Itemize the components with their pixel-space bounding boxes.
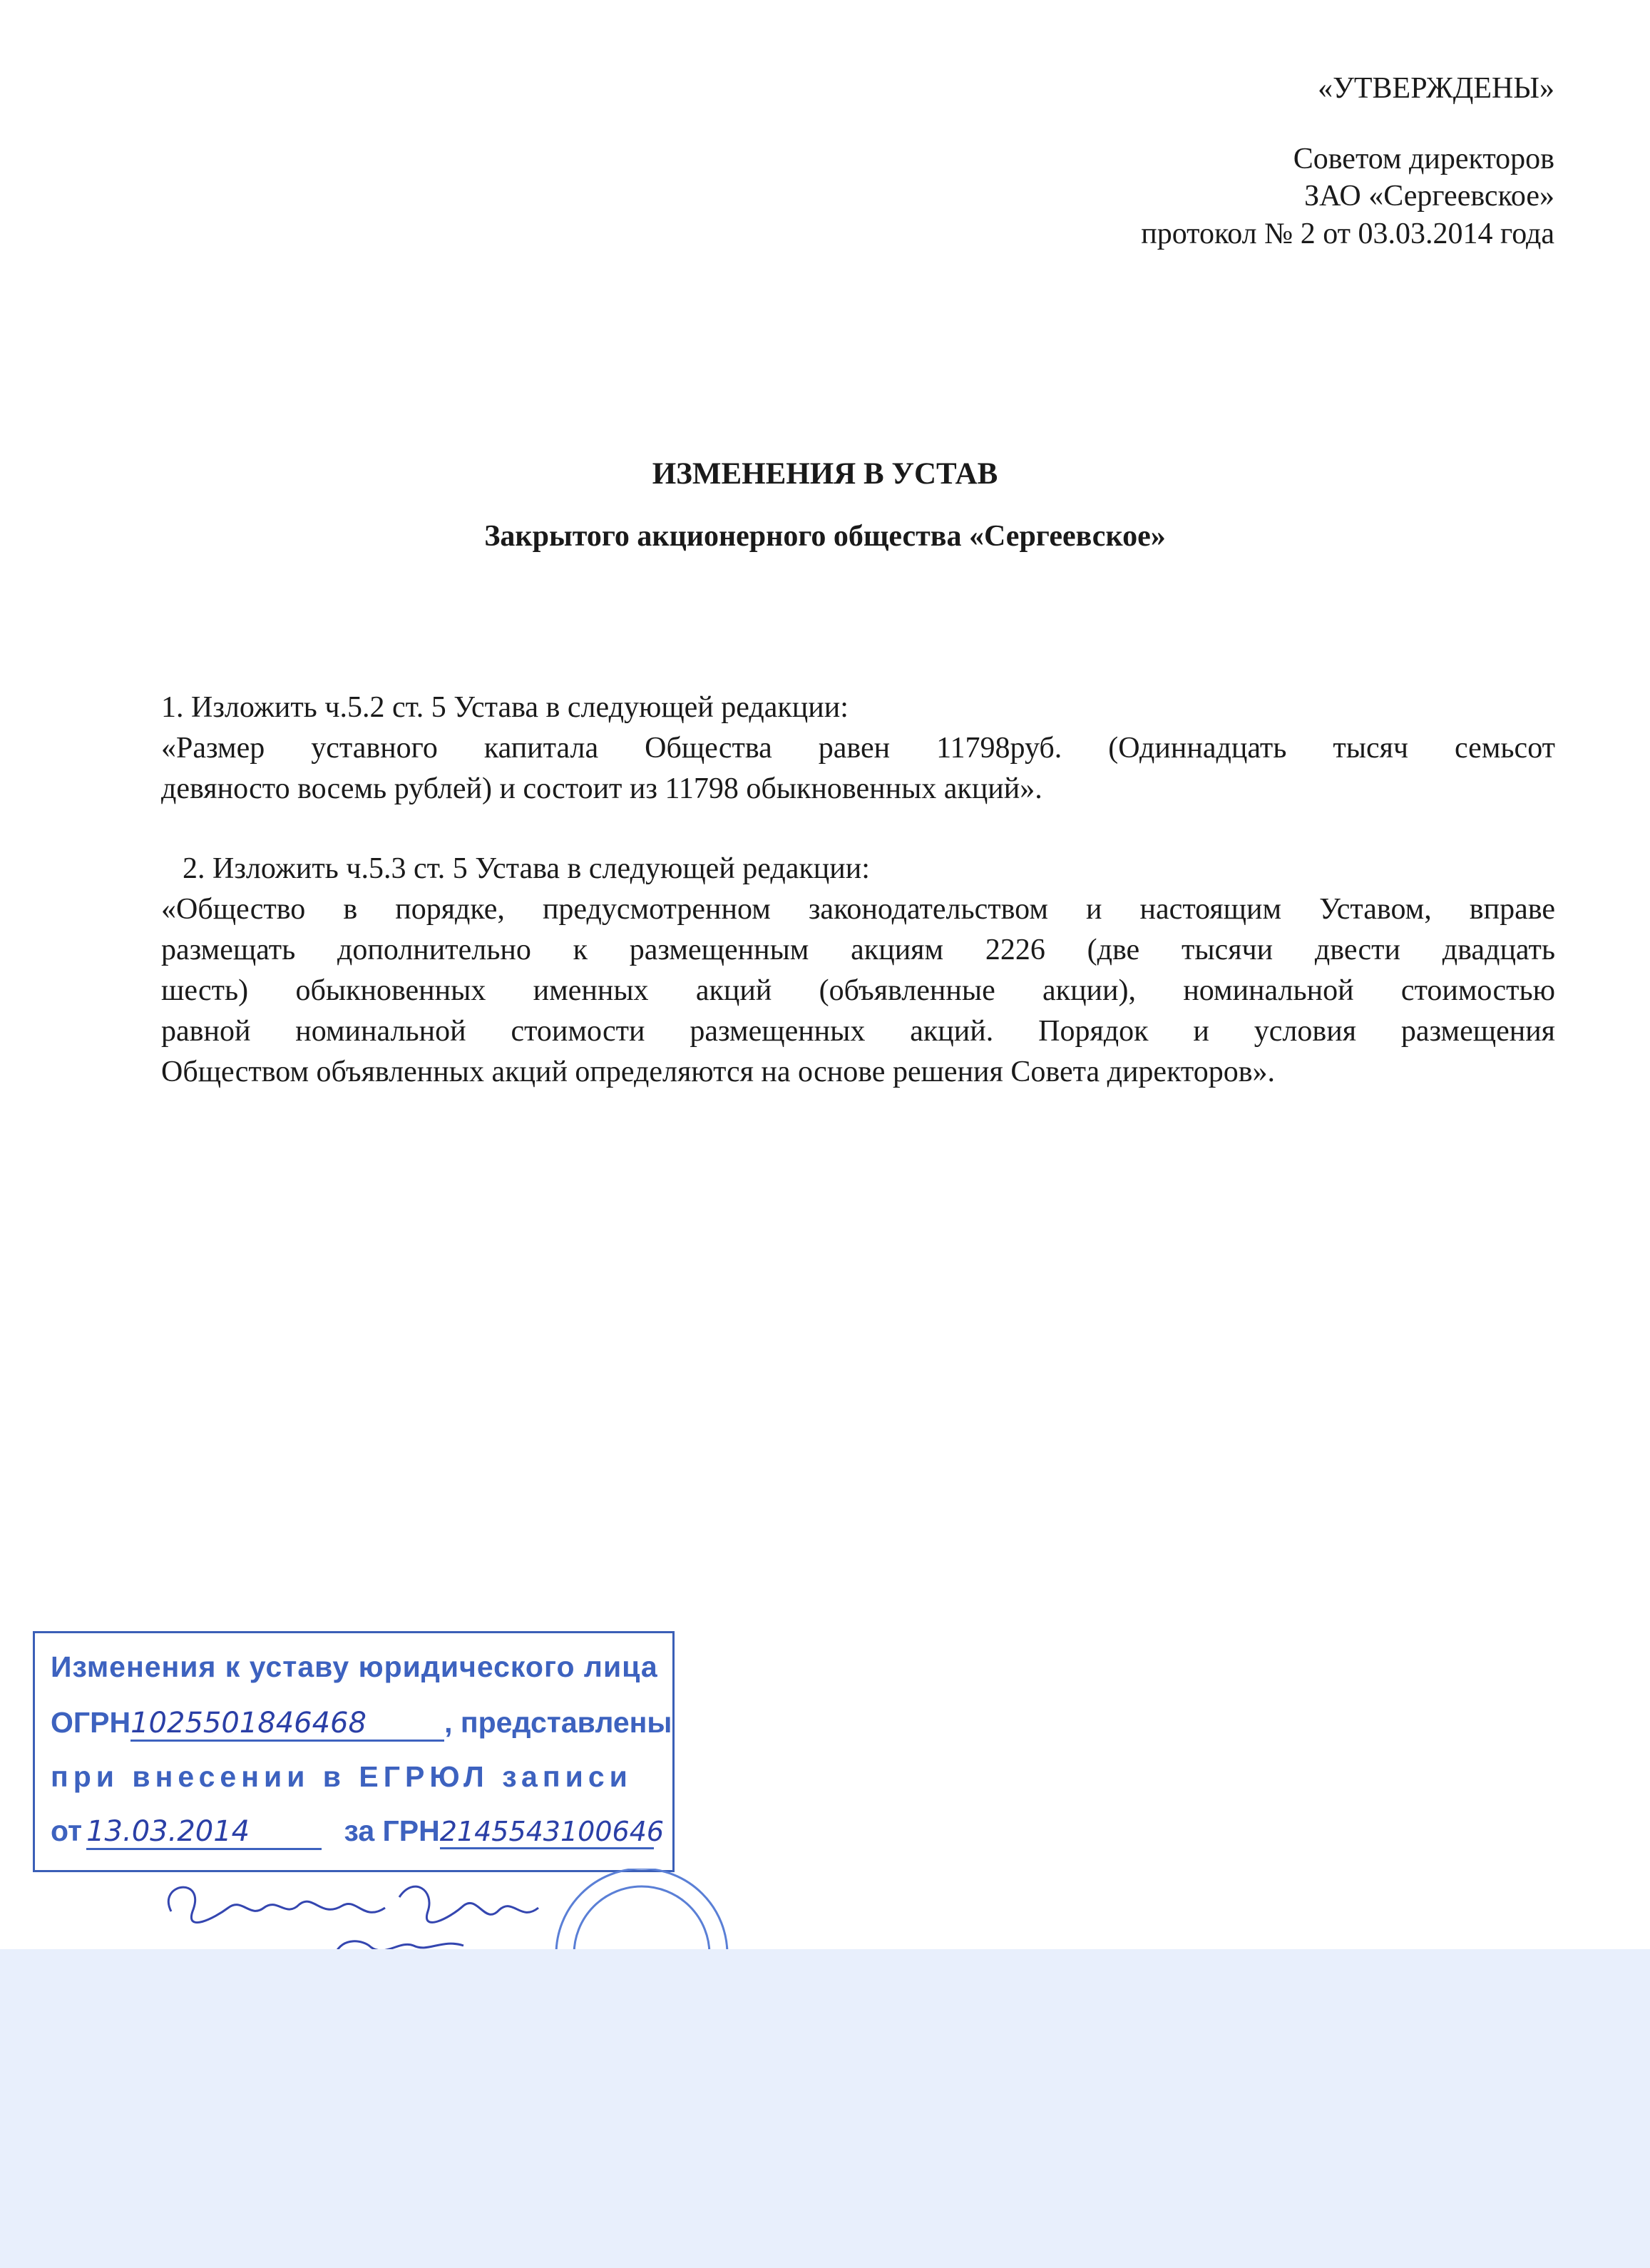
stamp-line-3: при внесении в ЕГРЮЛ записи — [51, 1760, 632, 1793]
stamp-date-label: от — [51, 1814, 83, 1847]
document-title: ИЗМЕНЕНИЯ В УСТАВ — [652, 457, 998, 491]
stamp-grn-label: за ГРН — [344, 1814, 440, 1847]
item-1-line: «Размер уставного капитала Общества равен 11798руб. (Одиннадцать тысяч семьсот — [161, 732, 1555, 765]
approval-line-board: Советом директоров — [1293, 142, 1554, 175]
item-1-line: девяносто восемь рублей) и состоит из 11798 обыкновенных акций». — [161, 772, 1042, 805]
stamp-ogrn-value: 1025501846468 — [130, 1707, 444, 1742]
item-2-line: шесть) обыкновенных именных акций (объявленные акции), номинальной стоимостью — [161, 974, 1555, 1007]
stamp-line-1: Изменения к уставу юридического лица — [51, 1650, 658, 1683]
approval-block — [1141, 70, 1554, 252]
amendment-item-2 — [161, 849, 1555, 1093]
stamp-grn-value: 2145543100646 — [440, 1816, 654, 1849]
stamp-ogrn-label: ОГРН — [51, 1706, 131, 1739]
stamp-line-ogrn — [51, 1706, 672, 1742]
stamp-represented: , представлены — [444, 1706, 672, 1739]
approval-line-company: ЗАО «Сергеевское» — [1304, 180, 1554, 213]
item-2-line: Обществом объявленных акций определяются на основе решения Совета директоров». — [161, 1056, 1276, 1088]
item-1-heading: 1. Изложить ч.5.2 ст. 5 Устава в следующей редакции: — [161, 691, 849, 724]
amendment-item-1 — [161, 688, 1555, 809]
item-2-line: «Общество в порядке, предусмотренном законодательством и настоящим Уставом, вправе — [161, 893, 1555, 926]
handwritten-signature — [168, 1886, 538, 1954]
item-2-line: равной номинальной стоимости размещенных акций. Порядок и условия размещения — [161, 1015, 1555, 1048]
bottom-panel — [0, 1949, 1650, 2268]
stamp-line-date — [51, 1814, 665, 1850]
approval-line-protocol: протокол № 2 от 03.03.2014 года — [1141, 217, 1554, 250]
document-subtitle: Закрытого акционерного общества «Сергеевское» — [484, 520, 1166, 553]
item-2-heading: 2. Изложить ч.5.3 ст. 5 Устава в следующей редакции: — [183, 852, 870, 885]
item-2-line: размещать дополнительно к размещенным акциям 2226 (две тысячи двести двадцать — [161, 934, 1555, 966]
stamp-date-value: 13.03.2014 — [86, 1815, 322, 1850]
approval-heading: «УТВЕРЖДЕНЫ» — [1318, 72, 1554, 105]
registration-stamp — [33, 1631, 675, 1872]
